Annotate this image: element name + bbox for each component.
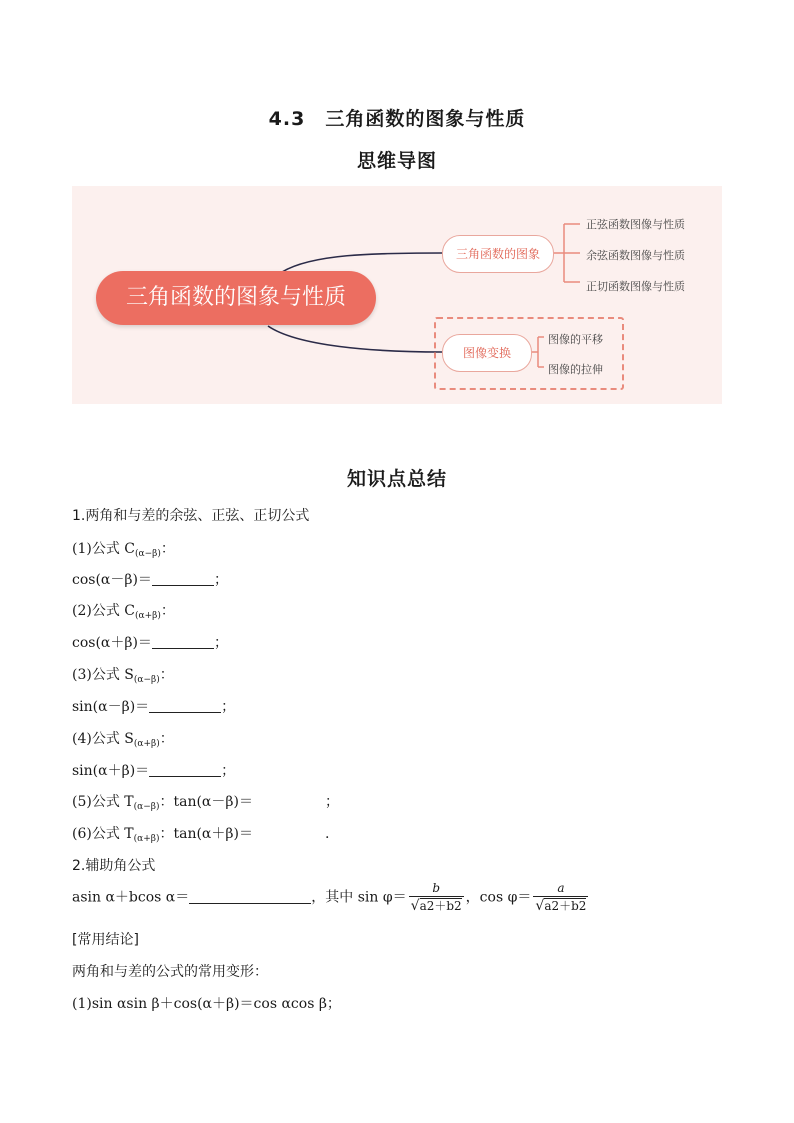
formula-2-label: [72, 600, 175, 621]
fraction-denominator: [533, 896, 588, 915]
mindmap-branch-graphs: 三角函数的图象: [442, 235, 554, 273]
formula-subscript: (α+β): [133, 834, 160, 844]
section1-heading: 1.两角和与差的余弦、正弦、正切公式: [72, 508, 310, 524]
conclusion-intro: 两角和与差的公式的常用变形：: [72, 964, 268, 980]
period: .: [324, 826, 330, 842]
fraction-cos: [533, 880, 588, 915]
mindmap-leaf: 图像的拉伸: [548, 363, 603, 376]
mindmap-heading: 思维导图: [356, 150, 437, 172]
mindmap-leaf: 正弦函数图像与性质: [586, 218, 685, 231]
colon: ：: [159, 731, 174, 747]
formula-5-line: [72, 791, 339, 812]
semicolon: ；: [324, 794, 339, 810]
conclusion-item-1: (1)sin αsin β＋cos(α＋β)＝cos αcos β；: [72, 996, 341, 1012]
formula-expression: sin(α－β)＝: [72, 699, 150, 715]
summary-heading: 知识点总结: [346, 468, 447, 490]
formula-4-label: [72, 728, 174, 749]
formula-subscript: (α+β): [135, 611, 161, 621]
formula-expression: cos(α－β)＝: [72, 572, 152, 588]
auxiliary-angle-formula: [72, 880, 590, 915]
formula-subscript: (α+β): [133, 739, 160, 749]
formula-subscript: (α−β): [135, 549, 161, 559]
answer-blank[interactable]: [189, 889, 311, 904]
formula-3-line: [72, 696, 235, 716]
formula-label-text: (6)公式 T: [72, 826, 134, 842]
formula-subscript: (α−β): [133, 802, 160, 812]
answer-blank[interactable]: [149, 762, 221, 777]
semicolon: ；: [221, 699, 236, 715]
answer-blank[interactable]: [152, 571, 214, 586]
section2-heading: 2.辅助角公式: [72, 858, 156, 874]
formula-expression: ，cos φ＝: [465, 889, 532, 906]
formula-1-line: [72, 569, 228, 589]
formula-2-line: [72, 632, 228, 652]
formula-label-text: (3)公式 S: [72, 667, 134, 683]
mindmap-leaf: 余弦函数图像与性质: [586, 249, 685, 262]
mindmap-leaf: 正切函数图像与性质: [586, 280, 685, 293]
formula-expression: ：tan(α－β)＝: [159, 794, 253, 810]
answer-blank[interactable]: [152, 634, 214, 649]
semicolon: ；: [221, 763, 236, 779]
mindmap-leaf: 图像的平移: [548, 333, 603, 346]
sqrt-radicand: a2＋b2: [419, 899, 462, 913]
answer-blank[interactable]: [149, 698, 221, 713]
colon: ：: [160, 541, 175, 557]
mindmap-root-node: 三角函数的图象与性质: [96, 271, 376, 325]
formula-label-text: (4)公式 S: [72, 731, 134, 747]
formula-expression: ：tan(α＋β)＝: [159, 826, 253, 842]
formula-label-text: (5)公式 T: [72, 794, 134, 810]
common-conclusions-label: [常用结论]: [72, 932, 139, 948]
fraction-denominator: [409, 896, 464, 915]
semicolon: ；: [213, 572, 228, 588]
formula-6-line: [72, 823, 329, 844]
fraction-sin: [409, 880, 464, 915]
fraction-numerator: b: [432, 881, 440, 895]
sqrt-radicand: a2＋b2: [544, 899, 587, 913]
formula-expression: cos(α＋β)＝: [72, 635, 152, 651]
sqrt-icon: √: [535, 898, 545, 914]
page-title: 4.3 三角函数的图象与性质: [268, 108, 526, 130]
formula-label-text: (1)公式 C: [72, 541, 135, 557]
formula-expression: sin(α＋β)＝: [72, 763, 150, 779]
colon: ：: [160, 603, 175, 619]
formula-1-label: [72, 538, 175, 559]
colon: ：: [159, 667, 174, 683]
sqrt-icon: √: [410, 898, 420, 914]
formula-4-line: [72, 760, 235, 780]
formula-subscript: (α−β): [133, 675, 160, 685]
formula-expression: ，其中 sin φ＝: [311, 889, 407, 906]
semicolon: ；: [213, 635, 228, 651]
formula-label-text: (2)公式 C: [72, 603, 135, 619]
fraction-numerator: a: [557, 881, 565, 895]
mindmap: [72, 186, 722, 404]
mindmap-branch-transform: 图像变换: [442, 334, 532, 372]
formula-3-label: [72, 664, 174, 685]
formula-expression: asin α＋bcos α＝: [72, 889, 190, 906]
